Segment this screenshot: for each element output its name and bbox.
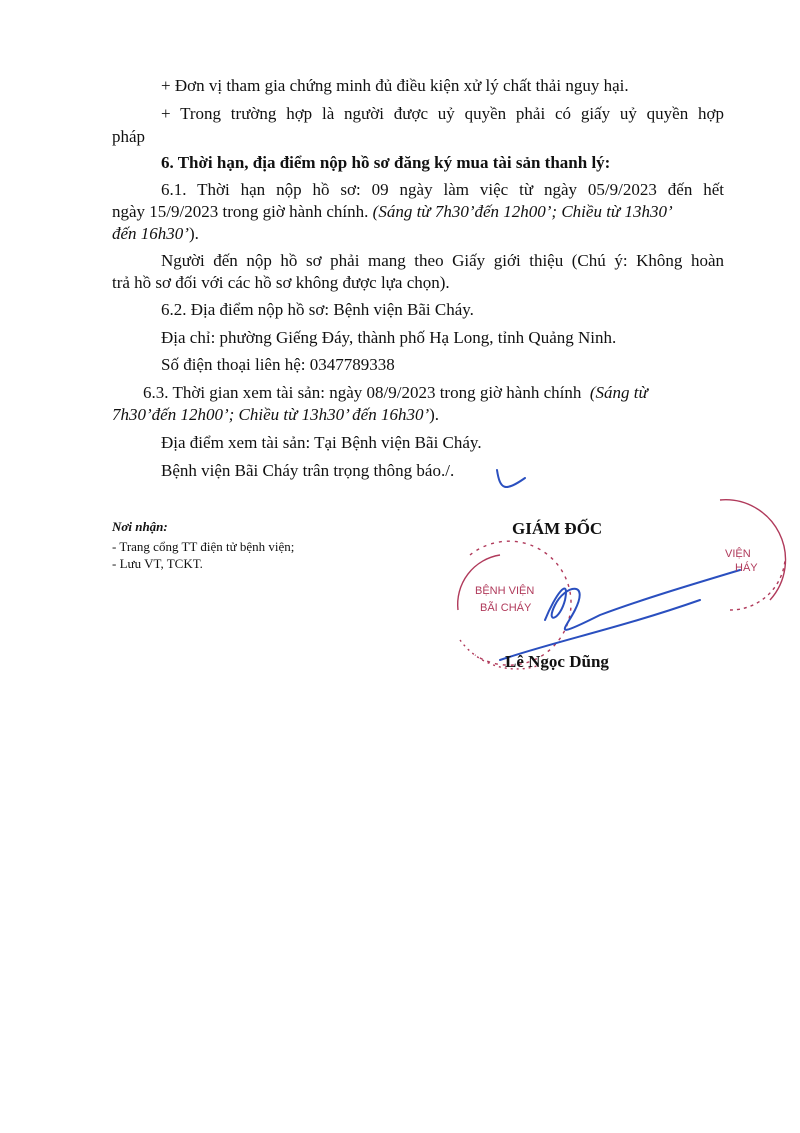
note-line2: trả hồ sơ đối với các hồ sơ không được lựa chọn). — [112, 273, 450, 292]
condition-proof: + Đơn vị tham gia chứng minh đủ điều kiện xử lý chất thải nguy hại. — [161, 76, 629, 95]
viewing-place: Địa điểm xem tài sản: Tại Bệnh viện Bãi Cháy. — [161, 433, 482, 452]
signature-ink — [497, 470, 740, 660]
recipients-title: Nơi nhận: — [112, 519, 168, 534]
deadline-line3-italic: đến 16h30’ — [112, 224, 189, 243]
recipient-item: - Trang cổng TT điện tử bệnh viện; — [112, 539, 295, 554]
initial-mark — [497, 470, 525, 487]
signature-stroke-main — [545, 570, 740, 630]
stamp-partial-right-line1: VIỆN — [725, 548, 751, 560]
deadline-line2-italic: (Sáng từ 7h30’đến 12h00’; Chiều từ 13h30’ — [372, 202, 673, 221]
condition-authorized-line1: + Trong trường hợp là người được uỷ quyền phải có giấy uỷ quyền hợp — [161, 104, 724, 123]
signature-title: GIÁM ĐỐC — [512, 519, 603, 538]
stamp-name-line2: BÃI CHÁY — [480, 602, 532, 614]
viewing-line1-plain: 6.3. Thời gian xem tài sản: ngày 08/9/2023 trong giờ hành chính — [143, 383, 582, 402]
deadline-line2-plain: ngày 15/9/2023 trong giờ hành chính. — [112, 202, 373, 221]
deadline-line3-end: ). — [188, 224, 199, 243]
stamp-name-line1: BỆNH VIỆN — [475, 585, 535, 597]
viewing-line2-italic: 7h30’đến 12h00’; Chiều từ 13h30’ đến 16h30’ — [112, 405, 430, 424]
contact-phone: Số điện thoại liên hệ: 0347789338 — [161, 355, 395, 374]
signer-name: Lê Ngọc Dũng — [505, 652, 609, 671]
deadline-line1: 6.1. Thời hạn nộp hồ sơ: 09 ngày làm việc từ ngày 05/9/2023 đến hết — [161, 180, 724, 199]
condition-authorized-line2: pháp — [112, 127, 146, 146]
submission-address: Địa chỉ: phường Giếng Đáy, thành phố Hạ Long, tỉnh Quảng Ninh. — [161, 328, 617, 347]
section6-heading: 6. Thời hạn, địa điểm nộp hồ sơ đăng ký mua tài sản thanh lý: — [161, 153, 611, 172]
note-line1: Người đến nộp hồ sơ phải mang theo Giấy giới thiệu (Chú ý: Không hoàn — [161, 251, 724, 270]
viewing-line2-end: ). — [429, 405, 440, 424]
stamp-partial-right-line2: HÁY — [735, 562, 758, 574]
viewing-line1-italic: (Sáng từ — [589, 383, 648, 402]
submission-location: 6.2. Địa điểm nộp hồ sơ: Bệnh viện Bãi Cháy. — [161, 300, 474, 319]
recipient-item: - Lưu VT, TCKT. — [112, 556, 203, 571]
closing-statement: Bệnh viện Bãi Cháy trân trọng thông báo./. — [161, 461, 455, 480]
